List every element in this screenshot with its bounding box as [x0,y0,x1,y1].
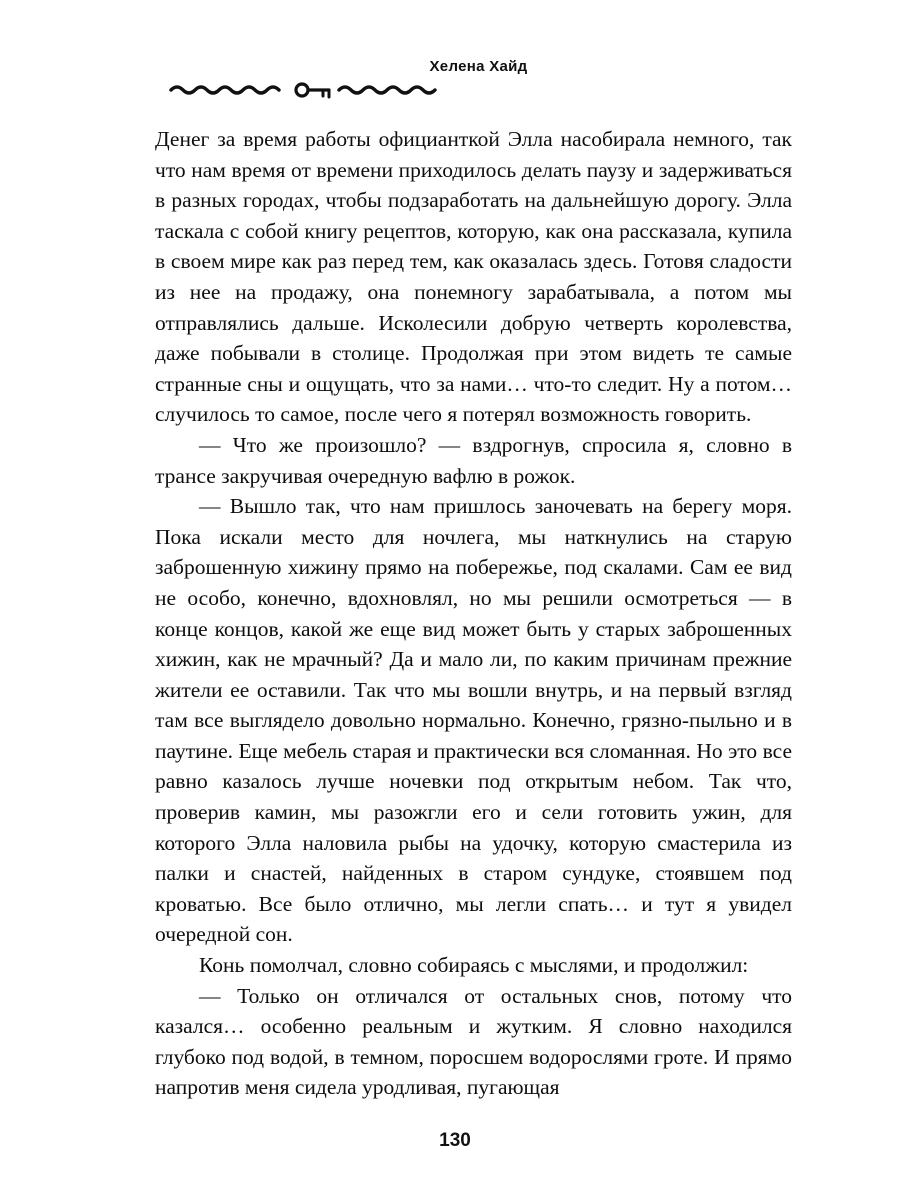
paragraph: Конь помолчал, словно собираясь с мыслями, и продолжил: [199,953,749,978]
page-body [155,124,792,1103]
wavy-rule-with-key-ornament [155,81,792,104]
paragraph: — Только он отличался от остальных снов, потому что казался… особенно реальным и жутким. Я словно находился глубоко под водой, в темном, поросшем водорослями гроте. И прямо напротив меня сидела уродливая, пугающая [155,983,792,1100]
paragraph: — Что же произошло? — вздрогнув, спросила я, словно в трансе закручивая очередную вафлю в рожок. [155,432,792,488]
page-number: 130 [439,1130,471,1151]
paragraph: — Вышло так, что нам пришлось заночевать на берегу моря. Пока искали место для ночлега, мы наткнулись на старую заброшенную хижину прямо на побережье, под скалами. Сам ее вид не особо, конечно, вдохновлял, но мы решили осмотреться — в конце концов, какой же еще вид может быть у старых заброшенных хижин, как не мрачный? Да и мало ли, по каким причинам прежние жители ее оставили. Так что мы вошли внутрь, и на первый взгляд там все выглядело довольно нормально. Конечно, грязно-пыльно и в паутине. Еще мебель старая и практически вся сломанная. Но это все равно казалось лучше ночевки под открытым небом. Так что, проверив камин, мы разожгли его и сели готовить ужин, для которого Элла наловила рыбы на удочку, которую смастерила из палки и снастей, найденных в старом сундуке, стоявшем под кроватью. Все было отлично, мы легли спать… и тут я увидел очередной сон. [155,494,792,947]
paragraph: Денег за время работы официанткой Элла насобирала немного, так что нам время от времени приходилось делать паузу и задерживаться в разных городах, чтобы подзаработать на дальнейшую дорогу. Элла таскала с собой книгу рецептов, которую, как она рассказала, купила в своем мире как раз перед тем, как оказалась здесь. Готовя сладости из нее на продажу, она понемногу зарабатывала, а потом мы отправлялись дальше. Исколесили добрую четверть королевства, даже побывали в столице. Продолжая при этом видеть те самые странные сны и ощущать, что за нами… что-то следит. Ну а потом… случилось то самое, после чего я потерял возможность говорить. [155,127,792,427]
running-head: Хелена Хайд [429,58,528,75]
